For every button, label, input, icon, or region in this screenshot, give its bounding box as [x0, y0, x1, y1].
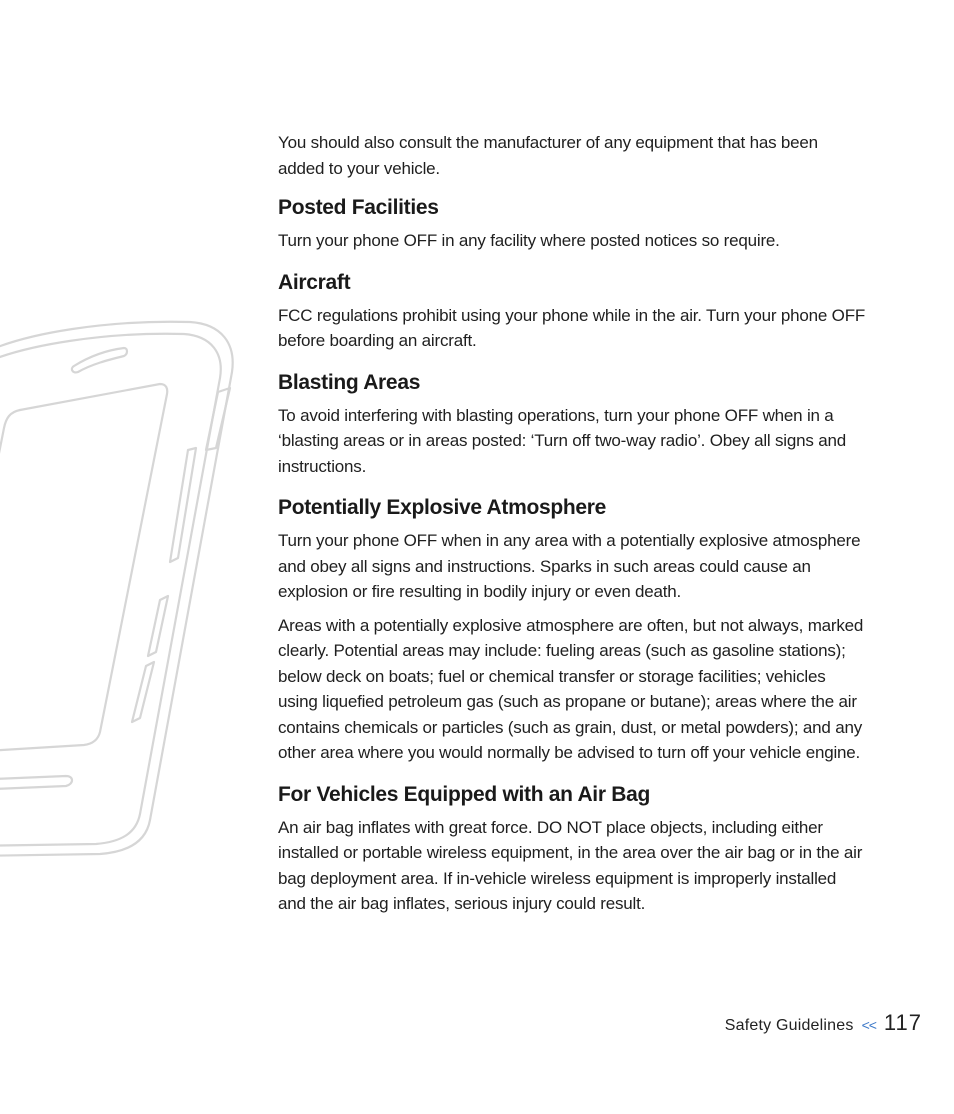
- section-heading-air-bag: For Vehicles Equipped with an Air Bag: [278, 782, 651, 806]
- section-paragraph: Turn your phone OFF in any facility where posted notices so require.: [278, 231, 780, 250]
- section-paragraph: Turn your phone OFF when in any area with a potentially explosive atmosphere and obey all signs and instructions. Sparks in such areas could cause an explosion or fire resulting in bodily injury or even death.: [278, 531, 861, 601]
- section-heading-explosive-atmosphere: Potentially Explosive Atmosphere: [278, 496, 607, 519]
- phone-outline-icon: [0, 300, 260, 880]
- section-heading-posted-facilities: Posted Facilities: [278, 196, 439, 219]
- double-chevron-left-icon: <<: [861, 1017, 876, 1033]
- section-heading-aircraft: Aircraft: [278, 270, 351, 294]
- footer-section-name: Safety Guidelines: [724, 1017, 854, 1034]
- intro-paragraph: You should also consult the manufacturer of any equipment that has been added to your vehicle.: [278, 133, 818, 178]
- document-body: [278, 130, 868, 925]
- section-paragraph: Areas with a potentially explosive atmosphere are often, but not always, marked clearly. Potential areas may include: fueling areas (such as gasoline stations); below deck on boats; fuel or chemical transfer or storage facilities; vehicles using liquefied petroleum gas (such as propane or butane); areas where the air contains chemicals or particles (such as grain, dust, or metal powders); and any other area where you would normally be advised to turn off your vehicle engine.: [278, 615, 864, 762]
- section-heading-blasting-areas: Blasting Areas: [278, 370, 421, 394]
- section-paragraph: An air bag inflates with great force. DO NOT place objects, including either installed or portable wireless equipment, in the area over the air bag or in the air bag deployment area. If in-vehicle wireless equipment is improperly installed and the air bag inflates, serious injury could result.: [278, 817, 863, 913]
- section-paragraph: FCC regulations prohibit using your phone while in the air. Turn your phone OFF before boarding an aircraft.: [278, 305, 866, 350]
- section-paragraph: To avoid interfering with blasting operations, turn your phone OFF when in a ‘blasting areas or in areas posted: ‘Turn off two-way radio’. Obey all signs and instructions.: [278, 405, 846, 476]
- page-number: 117: [883, 1010, 922, 1035]
- page-footer: [725, 1010, 922, 1036]
